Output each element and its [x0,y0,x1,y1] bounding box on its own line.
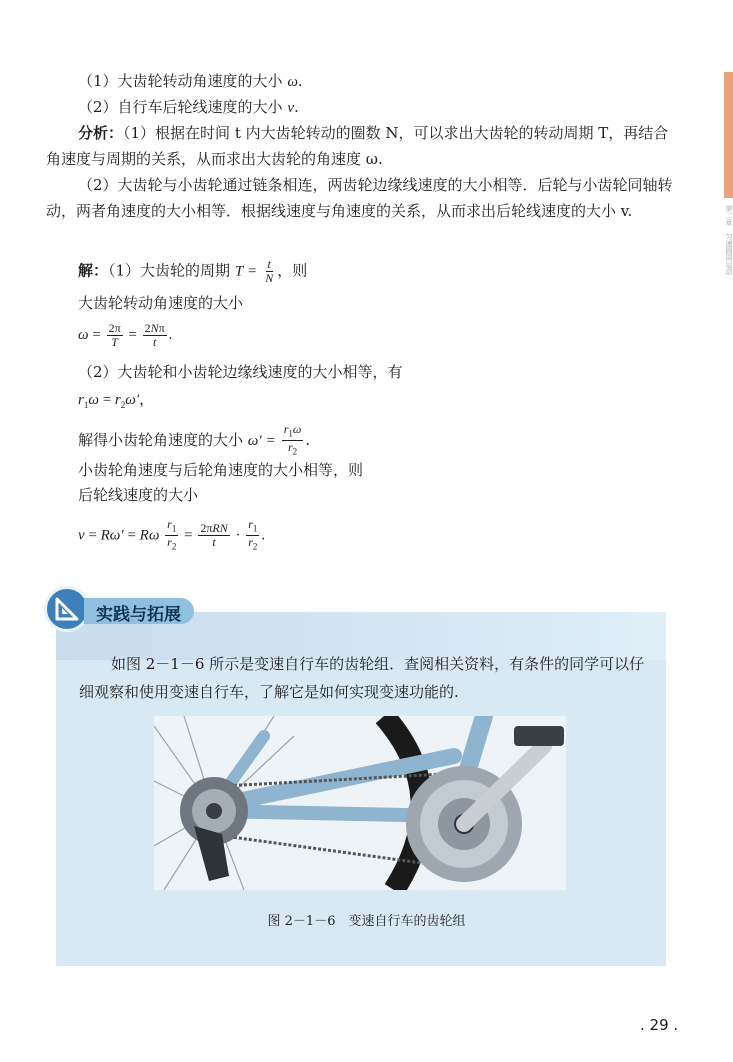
chapter-side-tab [724,72,733,198]
question-2: （2）自行车后轮线速度的大小 v. [78,98,299,116]
omega-formula: ω = $\frac{2\pi}{T}$ = $\frac{2N\pi}{t}$ . [78,321,173,349]
chapter-side-text: 第二章 匀速圆周运动 [725,205,733,275]
solution-step-6: 解得小齿轮角速度的大小 ω′ = $\frac{r_1\omega}{r_2}$ . [78,422,311,457]
linear-speed-equation: $r_1\omega = r_2\omega'$， [78,392,155,410]
figure-caption: 图 2－1－6 变速自行车的齿轮组 [267,914,466,929]
solution-step-4: （2）大齿轮和小齿轮边缘线速度的大小相等，有 [78,363,403,381]
question-1: （1）大齿轮转动角速度的大小 ω. [78,72,303,90]
practice-title: 实践与拓展 [96,605,181,625]
practice-text: 如图 2－1－6 所示是变速自行车的齿轮组．查阅相关资料，有条件的同学可以仔细观察和使用变速自行车，了解它是如何实现变速功能的. [79,655,645,701]
bicycle-gear-photo [154,716,566,890]
analysis-paragraph-2: （2）大齿轮与小齿轮通过链条相连，两齿轮边缘线速度的大小相等．后轮与小齿轮同轴转动，两者角速度的大小相等．根据线速度与角速度的关系，从而求出后轮线速度的大小 v. [46,176,673,220]
page-number: . 29 . [640,1016,679,1034]
rear-wheel-speed-formula: v = Rω′ = Rω $\frac{r_1}{r_2}$ = $\frac{\text{2πRN}}{t}$ · $\frac{r_1}{r_2}$ . [78,517,266,552]
solution-step-2: 大齿轮转动角速度的大小 [78,294,244,312]
analysis-label: 分析： [78,124,124,142]
solution-step-7: 小齿轮角速度与后轮角速度的大小相等，则 [78,461,364,479]
solution-step-8: 后轮线速度的大小 [78,486,199,504]
solution-step-1: 解：（1）大齿轮的周期 T = $\frac{t}{N}$ ，则 [78,257,308,285]
analysis-paragraph-1: 分析：（1）根据在时间 t 内大齿轮转动的圈数 N，可以求出大齿轮的转动周期 T，再结合角速度与周期的关系，从而求出大齿轮的角速度 ω. [46,124,669,168]
solution-label: 解： [78,261,109,280]
